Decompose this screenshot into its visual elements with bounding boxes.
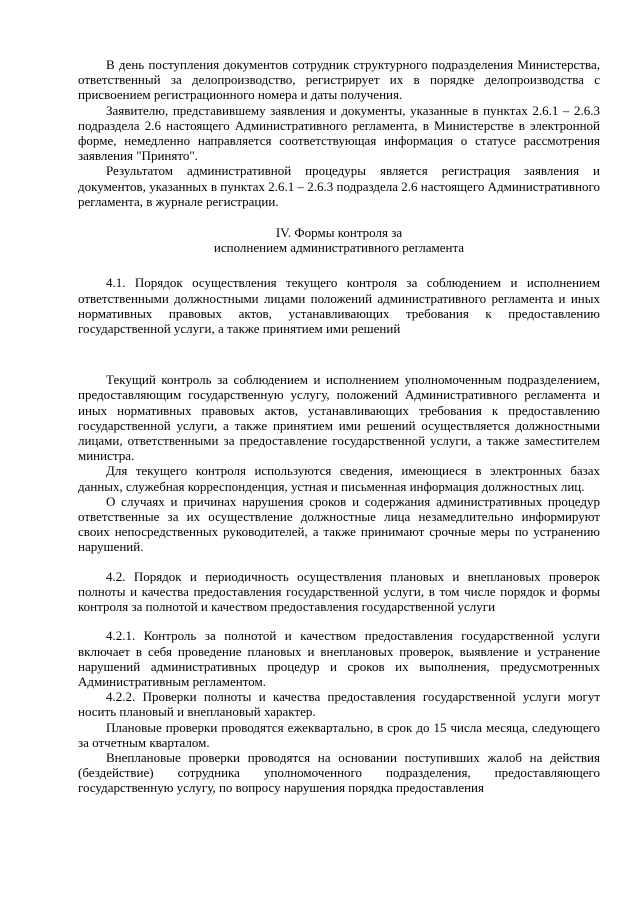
paragraph-4-1-heading: 4.1. Порядок осуществления текущего контроля за соблюдением и исполнением ответственными должностными лицами положений административного регламента и иных нормативных правовых актов, устанавливающих требования к предоставлению государственной услуги, а также принятием ими решений bbox=[78, 275, 600, 337]
paragraph-4-2-2: 4.2.2. Проверки полноты и качества предоставления государственной услуги могут носить плановый и внеплановый характер. bbox=[78, 689, 600, 720]
section-heading-line-1: IV. Формы контроля за bbox=[275, 225, 403, 241]
paragraph-control-sources: Для текущего контроля используются сведения, имеющиеся в электронных базах данных, служебная корреспонденция, устная и письменная информация должностных лиц. bbox=[78, 463, 600, 494]
paragraph-violations-report: О случаях и причинах нарушения сроков и содержания административных процедур ответственные за их осуществление должностные лица незамедлительно информируют своих непосредственных руководителей, а также принимают срочные меры по устранению нарушений. bbox=[78, 493, 600, 555]
paragraph-procedure-result: Результатом административной процедуры является регистрация заявления и документов, указанных в пунктах 2.6.1 – 2.6.3 подраздела 2.6 настоящего Административного регламента, в журнале регистрации. bbox=[78, 163, 600, 209]
paragraph-planned-checks: Плановые проверки проводятся ежеквартально, в срок до 15 числа месяца, следующего за отчетным кварталом. bbox=[78, 719, 600, 750]
paragraph-4-2-1: 4.2.1. Контроль за полнотой и качеством предоставления государственной услуги включает в себя проведение плановых и внеплановых проверок, выявление и устранение нарушений административных процедур и сроков их выполнения, предусмотренных Административным регламентом. bbox=[78, 628, 600, 689]
paragraph-unplanned-checks: Внеплановые проверки проводятся на основании поступивших жалоб на действия (бездействие) сотрудника уполномоченного подразделения, предоставляющего государственную услугу, по вопросу нарушения порядка предоставления bbox=[78, 749, 600, 796]
paragraph-applicant-notification: Заявителю, представившему заявления и документы, указанные в пунктах 2.6.1 – 2.6.3 подраздела 2.6 настоящего Административного регламента, в Министерстве в электронной форме, немедленно направляется соответствующая информация о статусе рассмотрения заявления "Принято". bbox=[78, 102, 600, 164]
paragraph-current-control: Текущий контроль за соблюдением и исполнением уполномоченным подразделением, предоставляющим государственную услугу, положений Административного регламента и иных нормативных правовых актов, устанавливающих требования к предоставлению государственной услуги, а также принятием ими решений осуществляется должностными лицами, ответственными за предоставление государственной услуги, а также заместителем министра. bbox=[78, 372, 600, 464]
paragraph-4-2-heading: 4.2. Порядок и периодичность осуществления плановых и внеплановых проверок полноты и качества предоставления государственной услуги, в том числе порядок и формы контроля за полнотой и качеством предоставления государственной услуги bbox=[78, 568, 600, 615]
paragraph-registration-day: В день поступления документов сотрудник структурного подразделения Министерства, ответственный за делопроизводство, регистрирует их в порядке делопроизводства с присвоением регистрационного номера и даты получения. bbox=[78, 57, 600, 103]
document-page bbox=[78, 57, 600, 796]
section-heading-line-2: исполнением административного регламента bbox=[213, 240, 465, 256]
